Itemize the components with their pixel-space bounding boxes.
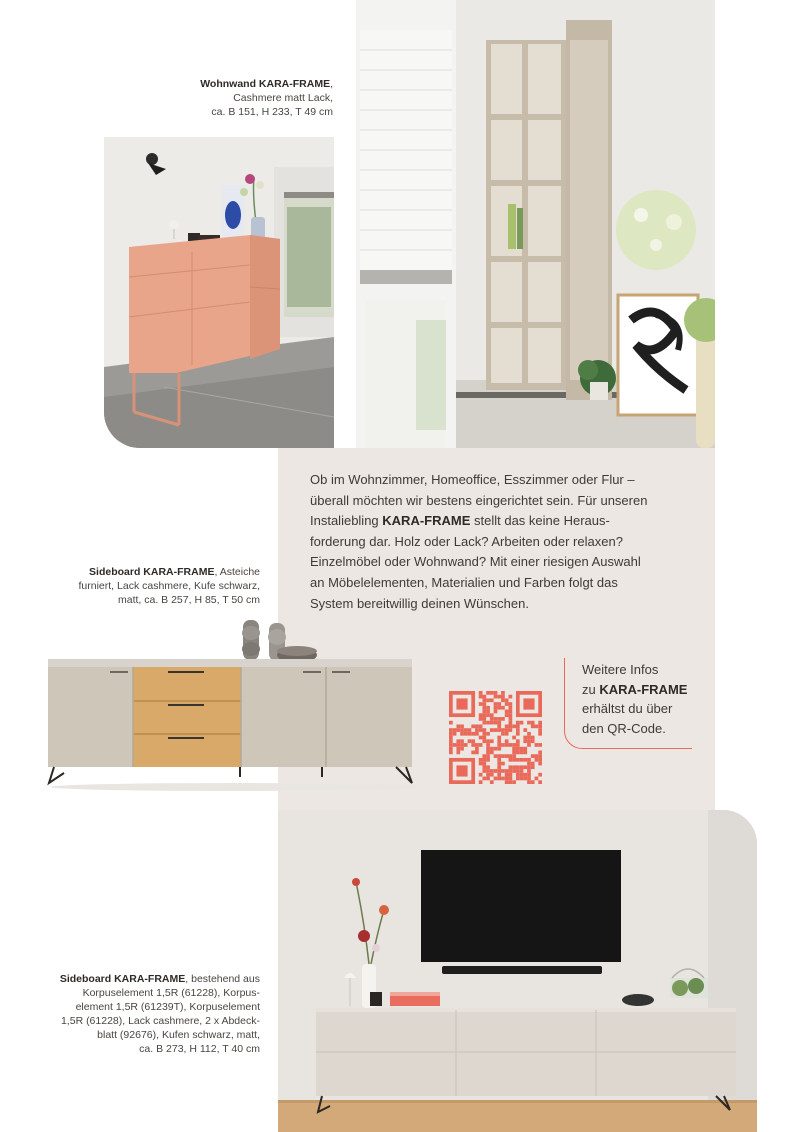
caption-wohnwand [150, 77, 333, 119]
intro-line: forderung dar. Holz oder Lack? Arbeiten oder relaxen? [310, 533, 623, 549]
caption-sideboard-tv-title: Sideboard KARA-FRAME [59, 973, 186, 985]
info-line: den QR-Code. [582, 720, 666, 736]
info-text [582, 660, 687, 738]
info-line: erhältst du über [582, 701, 673, 716]
photo-pink-sideboard [104, 137, 334, 448]
caption-sideboard-oak-rest: , Asteiche [214, 566, 260, 578]
qr-code[interactable] [449, 691, 542, 784]
photo-shelf-wall [356, 0, 715, 448]
caption-sideboard-tv-line: Korpuselement 1,5R (61228), Korpus- [82, 987, 260, 999]
info-text-part: zu [582, 681, 600, 697]
caption-sideboard-tv-line: ca. B 273, H 112, T 40 cm [139, 1043, 260, 1055]
caption-sideboard-tv-line: element 1,5R (61239T), Korpuselement [75, 1001, 260, 1013]
info-line [582, 680, 687, 700]
intro-paragraph [310, 470, 690, 614]
caption-sideboard-oak-title: Sideboard KARA-FRAME [89, 566, 215, 578]
caption-wohnwand-comma: , [330, 78, 333, 90]
intro-line [310, 511, 690, 532]
caption-wohnwand-title: Wohnwand KARA-FRAME [200, 78, 331, 90]
intro-line: Ob im Wohnzimmer, Homeoffice, Esszimmer oder Flur – [310, 472, 635, 487]
intro-line: Einzelmöbel oder Wohnwand? Mit einer riesigen Auswahl [310, 554, 641, 570]
caption-sideboard-oak-line3: matt, ca. B 257, H 85, T 50 cm [117, 594, 260, 606]
intro-text: stellt das keine Heraus- [470, 513, 610, 529]
photo-tv-sideboard [278, 810, 757, 1132]
caption-sideboard-oak-line2: furniert, Lack cashmere, Kufe schwarz, [78, 580, 260, 592]
intro-line: an Möbelelementen, Materialien und Farben folgt das [310, 574, 618, 590]
caption-sideboard-tv-line: blatt (92676), Kufen schwarz, matt, [97, 1029, 260, 1041]
info-line: Weitere Infos [582, 662, 659, 677]
tv-sideboard-illustration [278, 810, 757, 1132]
intro-line: System bereitwillig deinen Wünschen. [310, 595, 529, 611]
intro-line: überall möchten wir bestens eingerichtet sein. Für unseren [310, 492, 648, 508]
caption-sideboard-tv [30, 972, 260, 1056]
intro-brand: KARA-FRAME [382, 513, 471, 529]
pink-sideboard-illustration [104, 137, 334, 448]
intro-text: Instaliebling [310, 513, 383, 529]
caption-wohnwand-line2: Cashmere matt Lack, [233, 92, 333, 104]
sideboard-oak-illustration [40, 615, 430, 795]
caption-wohnwand-line3: ca. B 151, H 233, T 49 cm [211, 106, 333, 118]
caption-sideboard-tv-rest: , bestehend aus [185, 973, 260, 985]
photo-sideboard-oak [40, 615, 430, 795]
caption-sideboard-tv-line: 1,5R (61228), Lack cashmere, 2 x Abdeck- [60, 1015, 260, 1027]
info-brand: KARA-FRAME [599, 681, 688, 697]
caption-sideboard-oak [40, 565, 260, 607]
shelf-wall-illustration [356, 0, 715, 448]
